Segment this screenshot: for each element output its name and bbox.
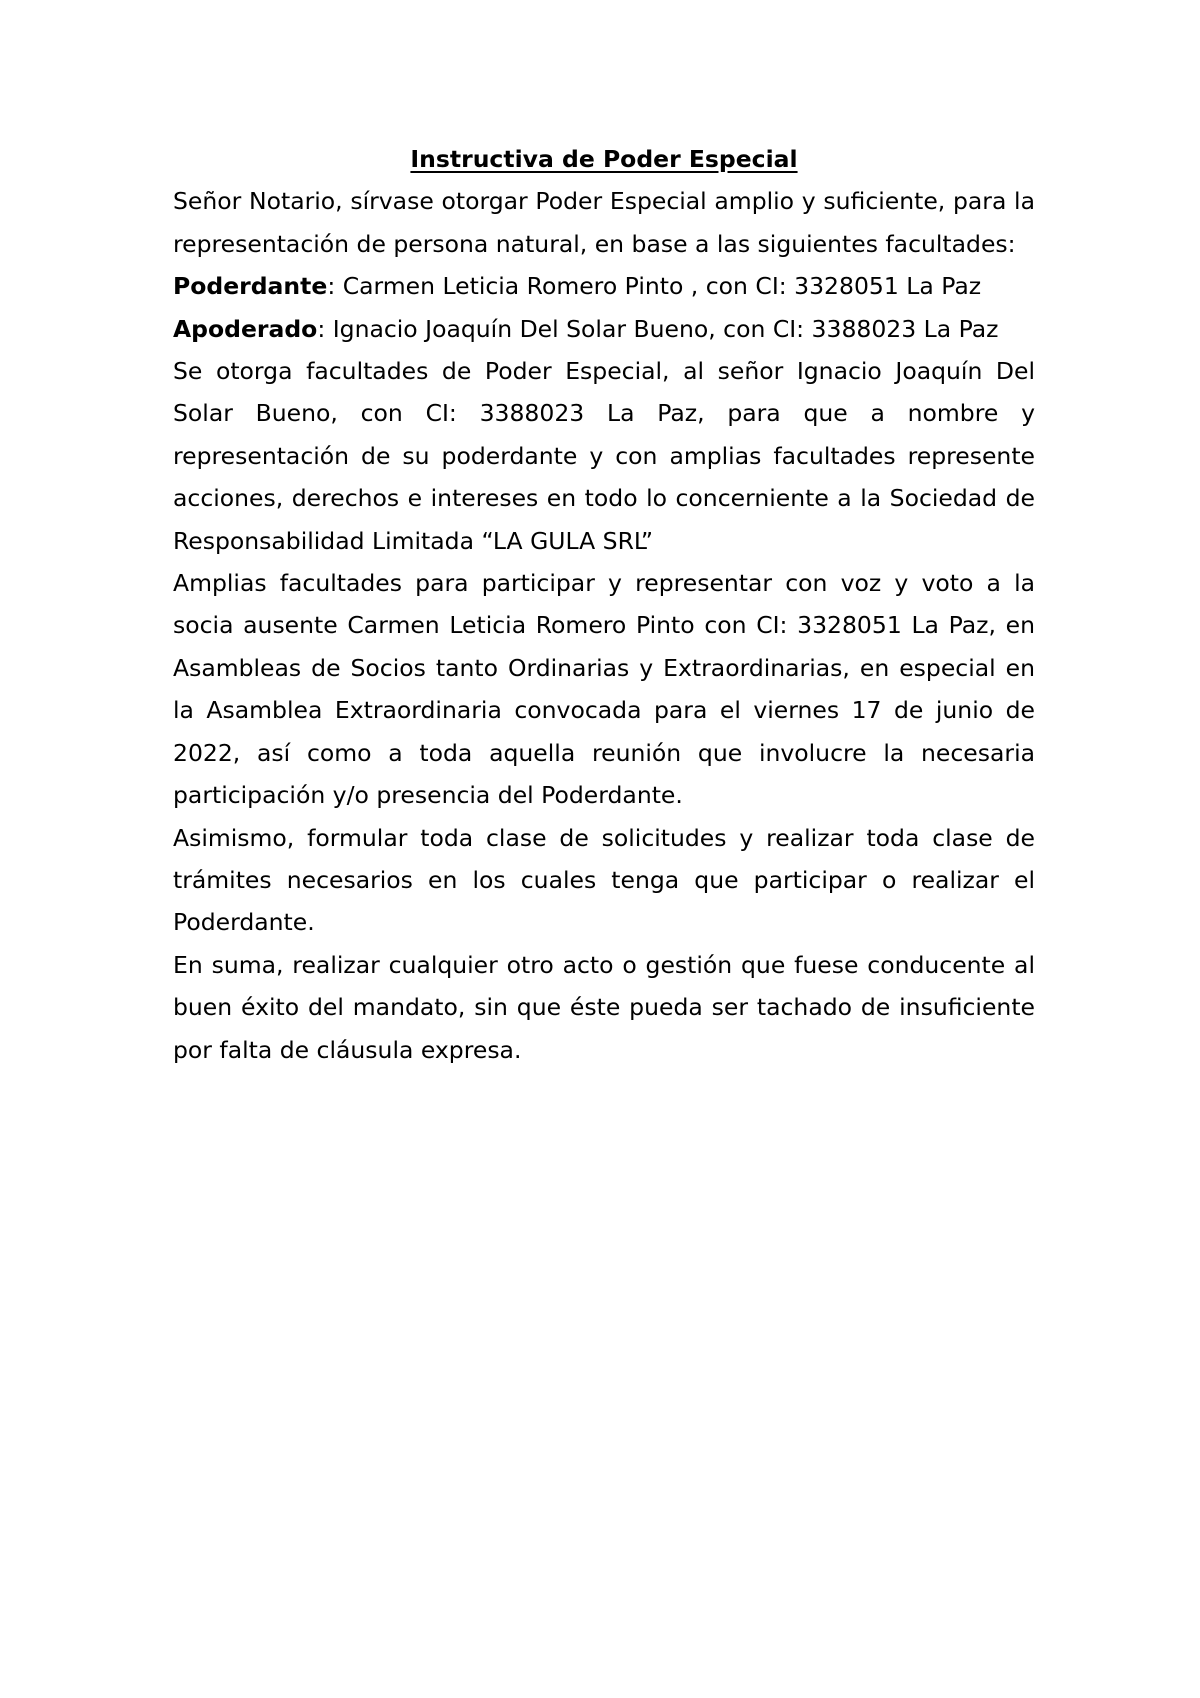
- apoderado-line: [173, 308, 1035, 350]
- poderdante-line: [173, 265, 1035, 307]
- document-title: Instructiva de Poder Especial: [410, 145, 798, 173]
- powers-grant-paragraph: Se otorga facultades de Poder Especial, al señor Ignacio Joaquín Del Solar Bueno, con CI: 3388023 La Paz, para que a nombre y representación de su poderdante y con amplias facultades represente acciones, derechos e intereses en todo lo concerniente a la Sociedad de Responsabilidad Limitada “LA GULA SRL”: [173, 357, 1035, 555]
- assembly-powers-paragraph: Amplias facultades para participar y representar con voz y voto a la socia ausente Carmen Leticia Romero Pinto con CI: 3328051 La Paz, en Asambleas de Socios tanto Ordinarias y Extraordinarias, en especial en la Asamblea Extraordinaria convocada para el viernes 17 de junio de 2022, así como a toda aquella reunión que involucre la necesaria participación y/o presencia del Poderdante.: [173, 569, 1035, 810]
- poderdante-value: : Carmen Leticia Romero Pinto , con CI: 3328051 La Paz: [327, 272, 982, 301]
- apoderado-value: : Ignacio Joaquín Del Solar Bueno, con CI: 3388023 La Paz: [317, 314, 999, 343]
- document-body: [173, 138, 1035, 1071]
- poderdante-label: Poderdante: [173, 272, 328, 301]
- apoderado-label: Apoderado: [173, 314, 318, 343]
- intro-paragraph: Señor Notario, sírvase otorgar Poder Especial amplio y suficiente, para la representación de persona natural, en base a las siguientes facultades:: [173, 187, 1035, 258]
- closing-paragraph: En suma, realizar cualquier otro acto o gestión que fuese conducente al buen éxito del mandato, sin que éste pueda ser tachado de insuficiente por falta de cláusula expresa.: [173, 950, 1035, 1064]
- procedures-paragraph: Asimismo, formular toda clase de solicitudes y realizar toda clase de trámites necesarios en los cuales tenga que participar o realizar el Poderdante.: [173, 823, 1035, 937]
